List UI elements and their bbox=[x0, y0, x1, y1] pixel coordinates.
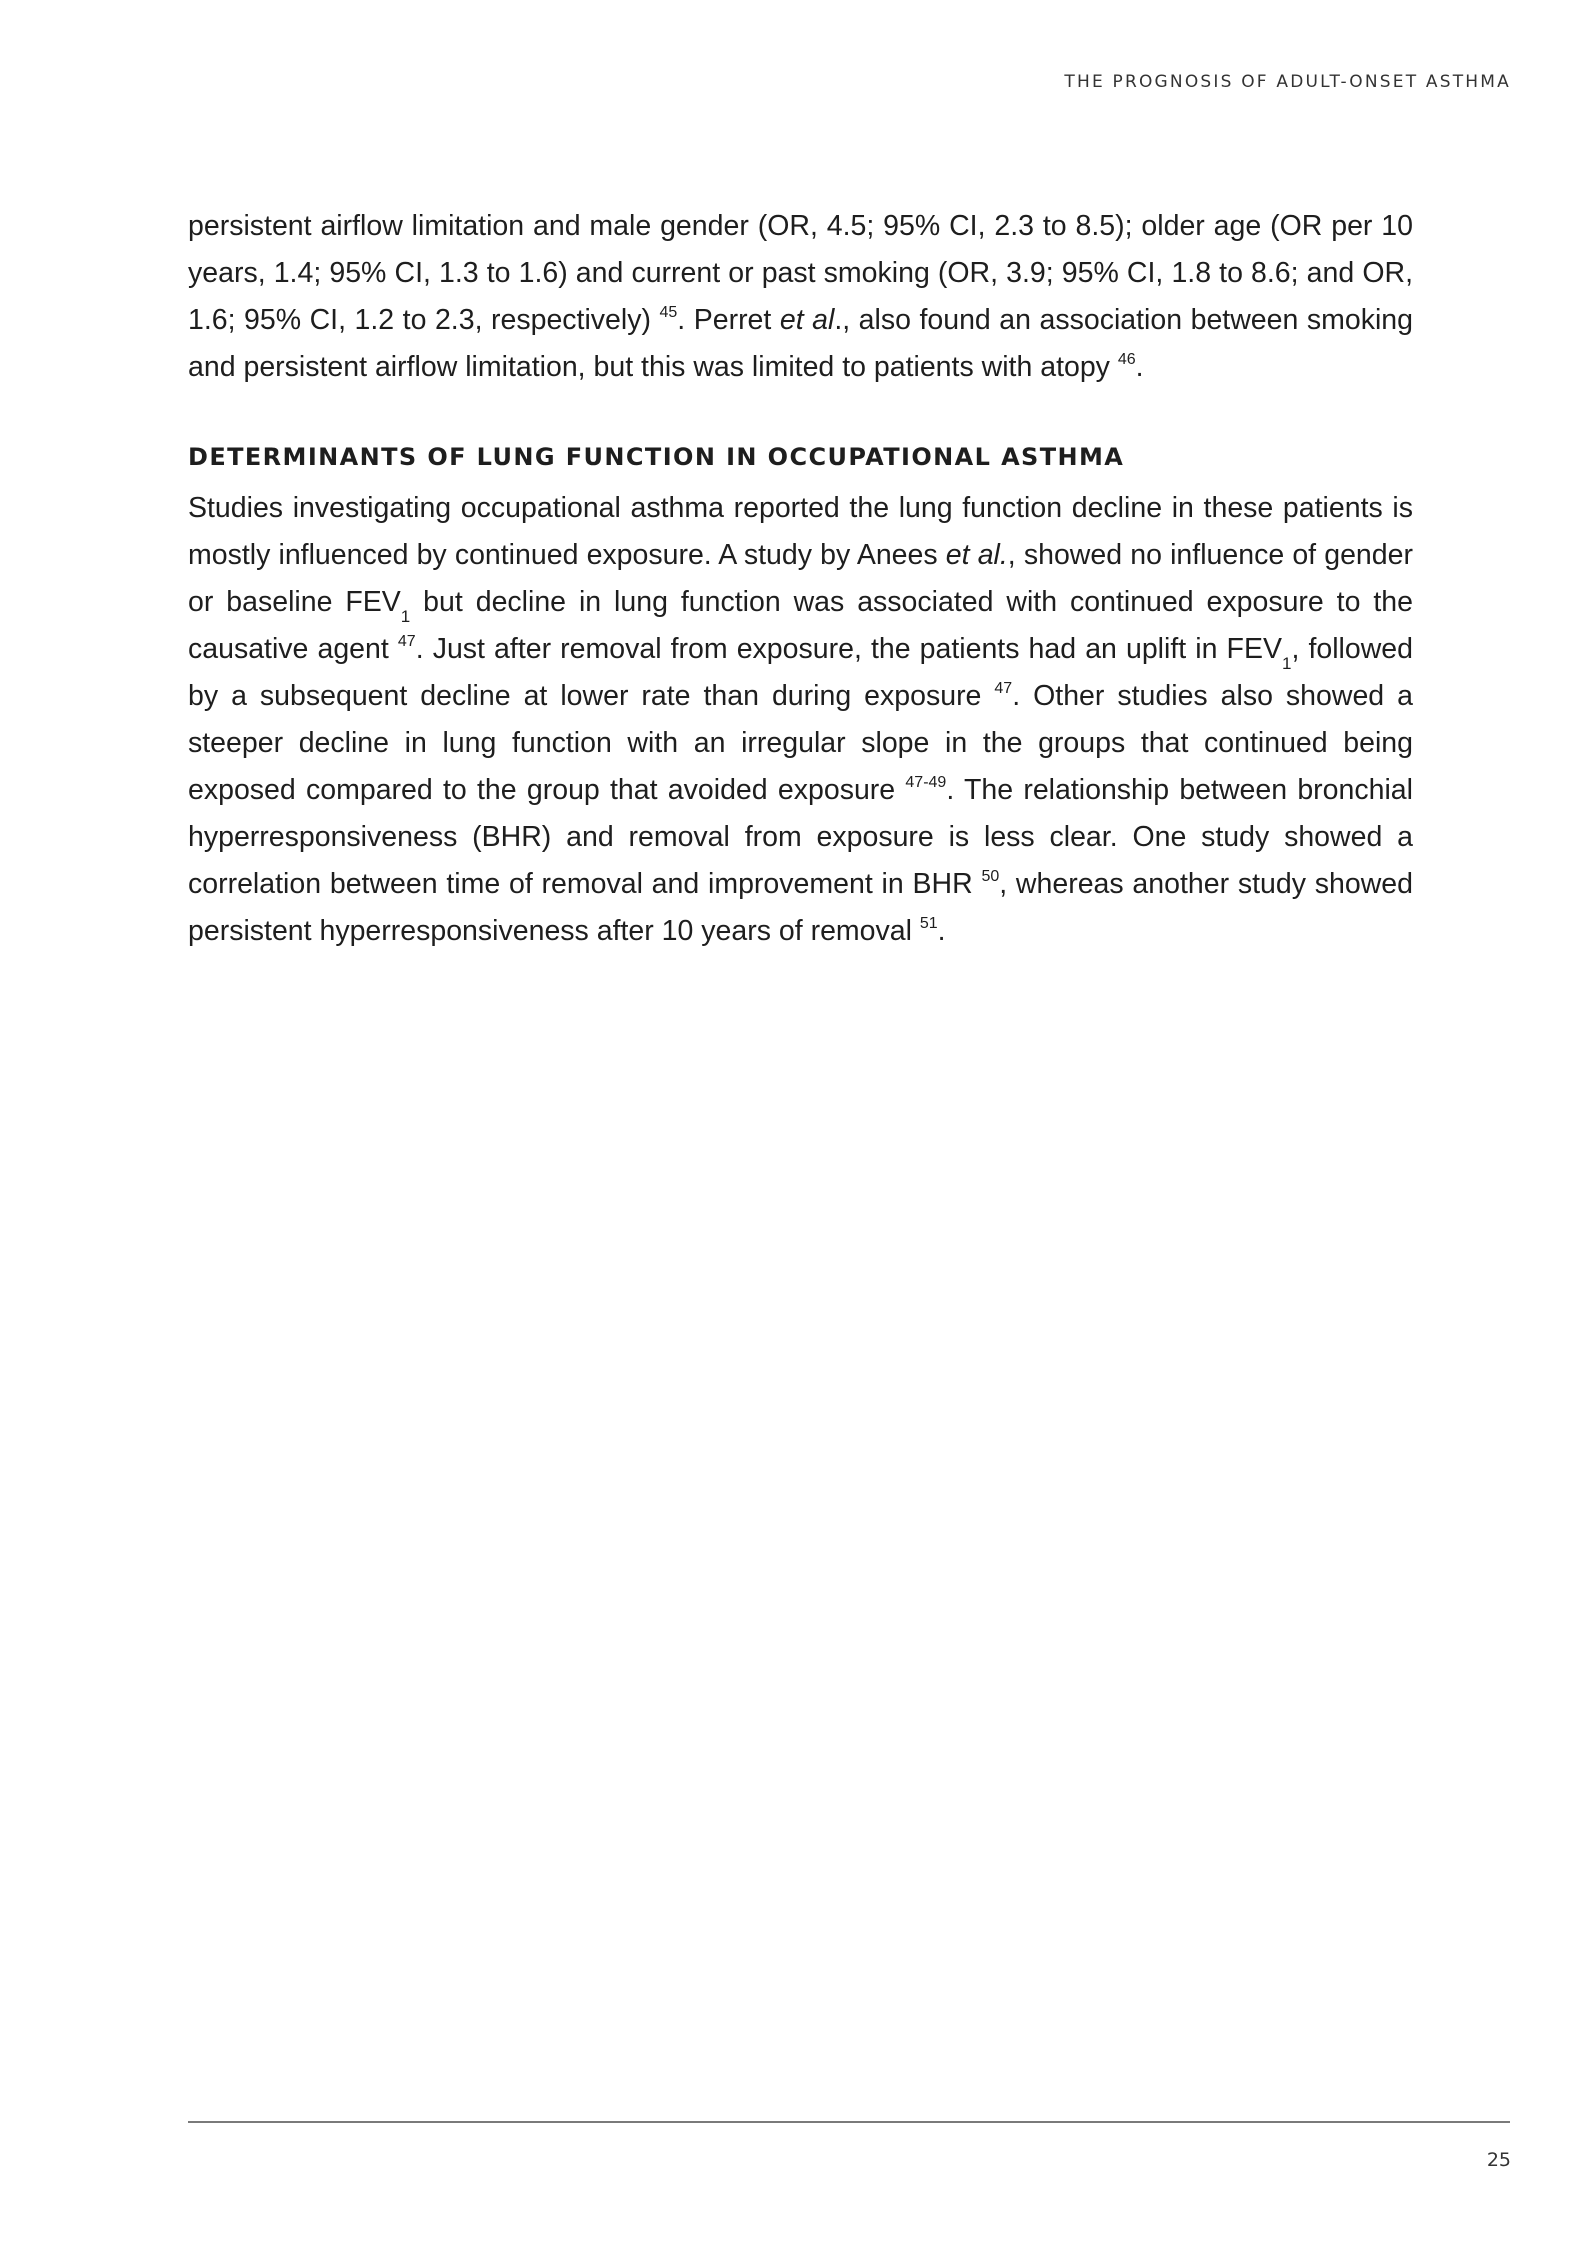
footer-divider bbox=[188, 2121, 1510, 2123]
paragraph-text: . Just after removal from exposure, the patients had an uplift in FEV bbox=[415, 633, 1282, 665]
paragraph-persistent-airflow bbox=[188, 203, 1413, 391]
paragraph-text: . The relationship between bronchial hyperresponsiveness (BHR) and removal from exposure is less clear. One study showed a correlation between time of removal and improvement in BHR bbox=[188, 774, 1413, 900]
reference-47-49: 47-49 bbox=[905, 773, 947, 791]
paragraph-text: . bbox=[1135, 351, 1144, 383]
paragraph-text: ., also found an association between smoking and persistent airflow limitation, but this was limited to patients with atopy bbox=[188, 304, 1413, 383]
reference-47: 47 bbox=[994, 679, 1013, 697]
reference-47: 47 bbox=[397, 632, 416, 650]
paragraph-text: , whereas another study showed persistent hyperresponsiveness after 10 years of removal bbox=[188, 868, 1414, 947]
reference-50: 50 bbox=[981, 867, 1000, 885]
paragraph-text: but decline in lung function was associated with continued exposure to the causative agent bbox=[188, 586, 1413, 665]
italic-et-al: et al bbox=[779, 304, 835, 336]
subscript-1: 1 bbox=[400, 606, 411, 626]
paragraph-text: , showed no influence of gender or baseline FEV bbox=[188, 539, 1413, 618]
page-number: 25 bbox=[1486, 2149, 1511, 2171]
reference-45: 45 bbox=[659, 303, 678, 321]
reference-46: 46 bbox=[1117, 350, 1136, 368]
paragraph-text: . bbox=[937, 915, 946, 947]
paragraph-text: persistent airflow limitation and male gender (OR, 4.5; 95% CI, 2.3 to 8.5); older age (OR per 10 years, 1.4; 95% CI, 1.3 to 1.6) and current or past smoking (OR, 3.9; 95% CI, 1.8 to 8.6; and OR, 1.6; 95% CI, 1.2 to 2.3, respectively) bbox=[188, 210, 1413, 336]
subscript-1: 1 bbox=[1281, 653, 1292, 673]
paragraph-text: . Perret bbox=[677, 304, 780, 336]
running-header: THE PROGNOSIS OF ADULT-ONSET ASTHMA bbox=[1064, 72, 1511, 92]
paragraph-text: Studies investigating occupational asthma reported the lung function decline in these patients is mostly influenced by continued exposure. A study by Anees bbox=[188, 492, 1413, 571]
paragraph-text: . Other studies also showed a steeper decline in lung function with an irregular slope in the groups that continued being exposed compared to the group that avoided exposure bbox=[188, 680, 1413, 806]
paragraph-text: , followed by a subsequent decline at lower rate than during exposure bbox=[188, 633, 1414, 712]
italic-et-al: et al. bbox=[945, 539, 1008, 571]
section-heading: DETERMINANTS OF LUNG FUNCTION IN OCCUPATIONAL ASTHMA bbox=[188, 443, 1125, 471]
reference-51: 51 bbox=[919, 914, 938, 932]
paragraph-occupational-asthma bbox=[188, 485, 1413, 955]
